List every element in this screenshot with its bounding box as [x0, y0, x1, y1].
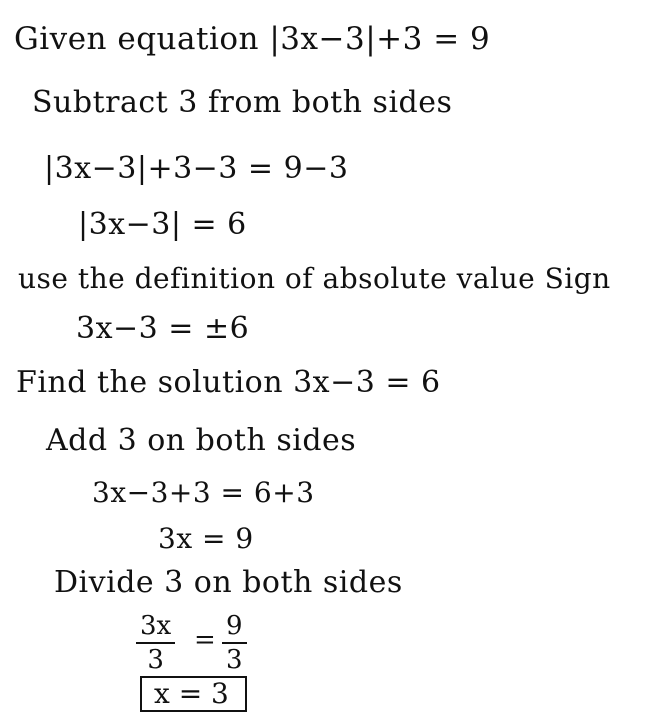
final-answer-box: x = 3	[140, 676, 247, 712]
subtract-equation-line: |3x−3|+3−3 = 9−3	[44, 151, 349, 186]
left-fraction-numerator: 3x	[136, 612, 175, 644]
left-fraction-denominator: 3	[147, 645, 164, 675]
divide-step-line: Divide 3 on both sides	[54, 565, 403, 600]
definition-step-line: use the definition of absolute value Sign	[18, 262, 611, 295]
fraction-equals-sign: =	[194, 625, 216, 655]
add-step-line: Add 3 on both sides	[46, 423, 357, 458]
given-equation-line: Given equation |3x−3|+3 = 9	[14, 21, 491, 57]
add-equation-line: 3x−3+3 = 6+3	[92, 476, 315, 509]
simplified-equation-line: 3x = 9	[158, 522, 254, 555]
find-solution-line: Find the solution 3x−3 = 6	[16, 365, 441, 400]
plus-minus-equation-line: 3x−3 = ±6	[76, 311, 250, 346]
right-fraction-numerator: 9	[222, 612, 247, 644]
subtract-step-line: Subtract 3 from both sides	[32, 85, 453, 120]
right-fraction-denominator: 3	[226, 645, 243, 675]
right-fraction	[222, 612, 247, 674]
left-fraction	[136, 612, 175, 674]
absolute-value-equation-line: |3x−3| = 6	[78, 207, 247, 242]
